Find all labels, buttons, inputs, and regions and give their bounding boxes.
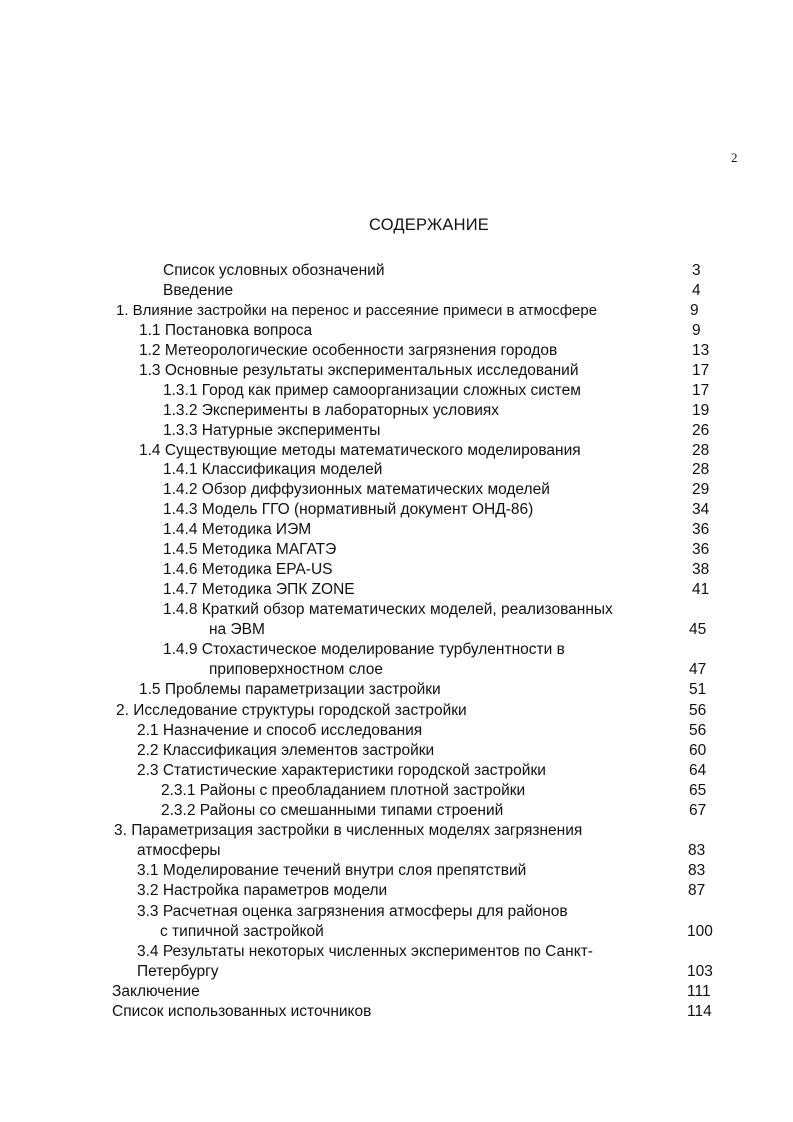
toc-entry-label: 1.3 Основные результаты экспериментальных исследований bbox=[139, 362, 579, 379]
toc-entry-label: приповерхностном слое bbox=[209, 661, 383, 678]
toc-entry bbox=[0, 660, 793, 680]
toc-entry bbox=[0, 962, 793, 982]
toc-entry-page: 29 bbox=[692, 481, 710, 498]
toc-entry bbox=[0, 781, 793, 801]
toc-entry-page: 28 bbox=[692, 461, 710, 478]
toc-entry bbox=[0, 580, 793, 600]
toc-entry bbox=[0, 701, 793, 721]
toc-entry-page: 83 bbox=[688, 842, 706, 859]
toc-entry bbox=[0, 1002, 793, 1022]
toc-entry-label: 1.4.4 Методика ИЭМ bbox=[163, 521, 312, 538]
toc-entry-page: 34 bbox=[692, 501, 710, 518]
toc-entry-page: 9 bbox=[690, 302, 699, 319]
toc-entry bbox=[0, 460, 793, 480]
toc-entry-label: 3.3 Расчетная оценка загрязнения атмосферы для районов bbox=[137, 903, 568, 920]
toc-entry bbox=[0, 401, 793, 421]
toc-entry-page: 67 bbox=[689, 802, 707, 819]
toc-entry bbox=[0, 421, 793, 441]
toc-entry bbox=[0, 261, 793, 281]
toc-entry-page: 26 bbox=[692, 422, 710, 439]
toc-entry-label: 1.3.1 Город как пример самоорганизации сложных систем bbox=[163, 382, 581, 399]
toc-entry-label: 3.4 Результаты некоторых численных экспериментов по Санкт- bbox=[137, 943, 593, 960]
toc-entry-label: 2. Исследование структуры городской застройки bbox=[116, 702, 467, 719]
toc-entry-label: Петербургу bbox=[137, 963, 219, 980]
toc-entry bbox=[0, 480, 793, 500]
page-number: 2 bbox=[731, 150, 738, 165]
toc-entry bbox=[0, 560, 793, 580]
toc-entry-label: 2.3.1 Районы с преобладанием плотной застройки bbox=[161, 782, 526, 799]
toc-entry bbox=[0, 821, 793, 841]
toc-entry-label: Список использованных источников bbox=[112, 1003, 372, 1020]
toc-entry-label: 1. Влияние застройки на перенос и рассеяние примеси в атмосфере bbox=[116, 302, 598, 319]
toc-entry-label: 1.4.6 Методика EPA-US bbox=[163, 561, 333, 578]
toc-entry-page: 65 bbox=[689, 782, 707, 799]
toc-entry-label: с типичной застройкой bbox=[160, 923, 324, 940]
toc-entry-page: 3 bbox=[692, 262, 701, 279]
toc-entry-label: 2.3 Статистические характеристики городской застройки bbox=[137, 762, 546, 779]
toc-entry bbox=[0, 600, 793, 620]
toc-entry bbox=[0, 540, 793, 560]
toc-entry bbox=[0, 741, 793, 761]
toc-entry bbox=[0, 982, 793, 1002]
toc-entry-label: 2.3.2 Районы со смешанными типами строений bbox=[161, 802, 504, 819]
toc-entry bbox=[0, 841, 793, 861]
toc-entry-label: 1.2 Метеорологические особенности загрязнения городов bbox=[139, 342, 558, 359]
toc-entry-page: 64 bbox=[689, 762, 707, 779]
toc-entry-label: 3.2 Настройка параметров модели bbox=[137, 882, 388, 899]
toc-entry bbox=[0, 301, 793, 321]
toc-entry bbox=[0, 801, 793, 821]
toc-entry bbox=[0, 520, 793, 540]
toc-entry bbox=[0, 500, 793, 520]
toc-entry bbox=[0, 761, 793, 781]
toc-entry bbox=[0, 361, 793, 381]
toc-title: СОДЕРЖАНИЕ bbox=[368, 216, 490, 234]
toc-entry-label: 1.4.8 Краткий обзор математических моделей, реализованных bbox=[163, 601, 613, 618]
toc-entry-label: 1.4 Существующие методы математического моделирования bbox=[139, 442, 581, 459]
toc-entry-label: 1.3.3 Натурные эксперименты bbox=[163, 422, 381, 439]
toc-entry bbox=[0, 902, 793, 922]
toc-entry bbox=[0, 861, 793, 881]
toc-entry-page: 103 bbox=[687, 963, 713, 980]
toc-entry-label: 3. Параметризация застройки в численных моделях загрязнения bbox=[114, 822, 583, 839]
toc-entry bbox=[0, 922, 793, 942]
toc-entry-page: 83 bbox=[688, 862, 706, 879]
toc-entry-page: 9 bbox=[692, 322, 701, 339]
toc-entry-label: 1.5 Проблемы параметризации застройки bbox=[139, 681, 441, 698]
toc-entry-label: 1.4.3 Модель ГГО (нормативный документ ОНД-86) bbox=[163, 501, 534, 518]
toc-entry-label: на ЭВМ bbox=[209, 621, 265, 638]
toc-entry-page: 111 bbox=[687, 983, 711, 1000]
toc-entry bbox=[0, 881, 793, 901]
toc-entry-page: 51 bbox=[689, 681, 707, 698]
toc-entry bbox=[0, 721, 793, 741]
toc-entry-page: 36 bbox=[692, 541, 710, 558]
toc-entry-label: 2.1 Назначение и способ исследования bbox=[137, 722, 423, 739]
toc-entry-page: 56 bbox=[689, 702, 707, 719]
toc-entry bbox=[0, 942, 793, 962]
toc-entry-label: Введение bbox=[163, 282, 234, 299]
toc-entry-label: 1.1 Постановка вопроса bbox=[139, 322, 313, 339]
toc-entry-page: 38 bbox=[692, 561, 710, 578]
toc-entry-page: 36 bbox=[692, 521, 710, 538]
toc-entry-page: 4 bbox=[692, 282, 701, 299]
toc-entry-label: атмосферы bbox=[137, 842, 221, 859]
toc-entry-page: 19 bbox=[692, 402, 710, 419]
toc-entry-page: 87 bbox=[688, 882, 706, 899]
toc-entry-label: 2.2 Классификация элементов застройки bbox=[137, 742, 435, 759]
toc-entry-page: 41 bbox=[692, 581, 710, 598]
toc-entry-page: 100 bbox=[687, 923, 713, 940]
toc-entry-label: 1.4.7 Методика ЭПК ZONE bbox=[163, 581, 355, 598]
toc-entry bbox=[0, 321, 793, 341]
toc-entry bbox=[0, 281, 793, 301]
toc-entry-page: 45 bbox=[689, 621, 707, 638]
toc-entry-page: 47 bbox=[689, 661, 707, 678]
toc-entry bbox=[0, 640, 793, 660]
toc-entry-label: 3.1 Моделирование течений внутри слоя препятствий bbox=[137, 862, 527, 879]
toc-entry-label: 1.4.1 Классификация моделей bbox=[163, 461, 383, 478]
toc-entry-page: 114 bbox=[687, 1003, 712, 1020]
toc-entry-page: 28 bbox=[692, 442, 710, 459]
toc-entry-page: 17 bbox=[692, 362, 710, 379]
toc-entry-label: 1.4.9 Стохастическое моделирование турбулентности в bbox=[163, 641, 565, 658]
toc-entry bbox=[0, 381, 793, 401]
toc-entry-page: 17 bbox=[692, 382, 710, 399]
toc-entry-page: 56 bbox=[689, 722, 707, 739]
toc-entry-label: 1.3.2 Эксперименты в лабораторных условиях bbox=[163, 402, 500, 419]
toc-entry-label: 1.4.5 Методика МАГАТЭ bbox=[163, 541, 337, 558]
toc-entry bbox=[0, 441, 793, 461]
toc-entry bbox=[0, 341, 793, 361]
toc-entry-label: Заключение bbox=[112, 983, 200, 1000]
toc-entry bbox=[0, 620, 793, 640]
toc-entry-label: Список условных обозначений bbox=[163, 262, 385, 279]
toc-entry bbox=[0, 680, 793, 700]
toc-entry-page: 13 bbox=[692, 342, 710, 359]
toc-entry-label: 1.4.2 Обзор диффузионных математических моделей bbox=[163, 481, 550, 498]
toc-entry-page: 60 bbox=[689, 742, 707, 759]
